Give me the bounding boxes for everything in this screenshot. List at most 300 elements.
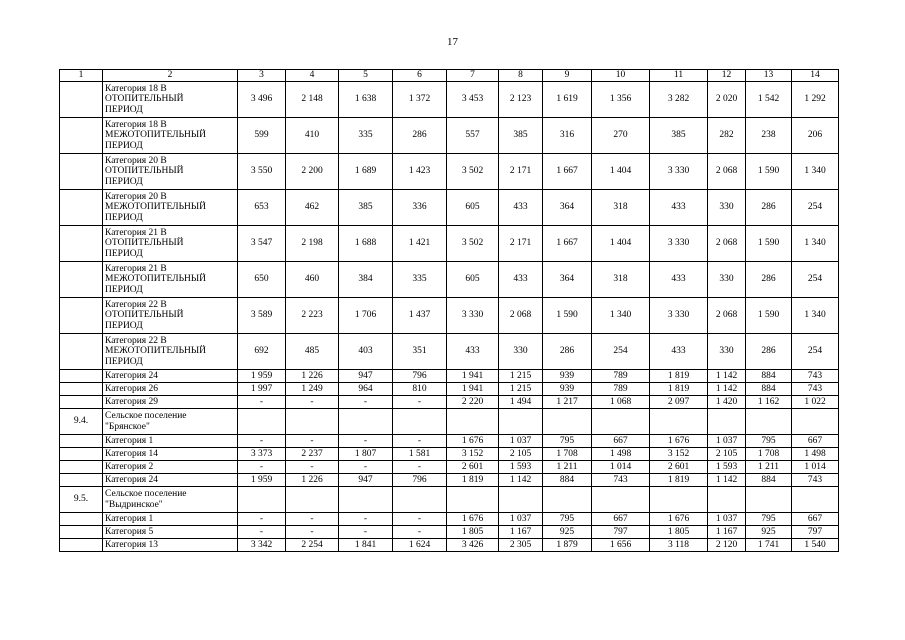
row-name-cell [103, 262, 238, 298]
value-cell: - [339, 513, 393, 526]
value-cell: 403 [339, 334, 393, 370]
value-cell: 653 [238, 190, 286, 226]
value-cell: 1 211 [746, 461, 792, 474]
value-cell: 1 420 [708, 396, 746, 409]
value-cell: 1 819 [650, 474, 708, 487]
value-cell: 1 819 [650, 370, 708, 383]
value-cell [447, 487, 499, 513]
value-cell [543, 409, 592, 435]
value-cell: 1 619 [543, 82, 592, 118]
value-cell: 1 498 [592, 448, 650, 461]
value-cell: 939 [543, 370, 592, 383]
value-cell [238, 409, 286, 435]
value-cell: 1 819 [447, 474, 499, 487]
value-cell: 2 120 [708, 539, 746, 552]
value-cell: 254 [792, 262, 839, 298]
row-number [60, 118, 103, 154]
value-cell [393, 487, 447, 513]
value-cell: 667 [792, 435, 839, 448]
value-cell: 3 589 [238, 298, 286, 334]
page-number: 17 [447, 36, 458, 48]
table-row [60, 487, 839, 513]
value-cell: 316 [543, 118, 592, 154]
value-cell: 1 708 [746, 448, 792, 461]
column-header-11: 11 [650, 70, 708, 82]
value-cell: 433 [650, 262, 708, 298]
value-cell: 939 [543, 383, 592, 396]
value-cell: 1 706 [339, 298, 393, 334]
value-cell: 667 [792, 513, 839, 526]
column-header-4: 4 [286, 70, 339, 82]
table-row [60, 118, 839, 154]
table-row [60, 226, 839, 262]
value-cell: 1 372 [393, 82, 447, 118]
value-cell: 1 498 [792, 448, 839, 461]
value-cell [746, 409, 792, 435]
value-cell: 433 [499, 190, 543, 226]
row-name: Категория 1 [105, 513, 154, 524]
value-cell: 1 540 [792, 539, 839, 552]
row-number [60, 334, 103, 370]
value-cell [499, 409, 543, 435]
value-cell: 557 [447, 118, 499, 154]
column-header-9: 9 [543, 70, 592, 82]
value-cell: 1 959 [238, 370, 286, 383]
row-name-cell [103, 383, 238, 396]
value-cell: - [339, 526, 393, 539]
value-cell: 743 [792, 474, 839, 487]
row-name-cell [103, 154, 238, 190]
value-cell: 1 167 [708, 526, 746, 539]
row-name: Категория 18 В МЕЖОТОПИТЕЛЬНЫЙ ПЕРИОД [105, 119, 207, 151]
value-cell: 3 152 [650, 448, 708, 461]
row-name-cell [103, 461, 238, 474]
column-header-2: 2 [103, 70, 238, 82]
value-cell: 286 [393, 118, 447, 154]
value-cell: 2 601 [650, 461, 708, 474]
value-cell: 410 [286, 118, 339, 154]
value-cell: 925 [543, 526, 592, 539]
value-cell: - [339, 461, 393, 474]
value-cell: 947 [339, 474, 393, 487]
row-number [60, 513, 103, 526]
column-header-8: 8 [499, 70, 543, 82]
column-header-5: 5 [339, 70, 393, 82]
row-name: Категория 21 В МЕЖОТОПИТЕЛЬНЫЙ ПЕРИОД [105, 263, 207, 295]
row-name-cell [103, 82, 238, 118]
value-cell: 1 437 [393, 298, 447, 334]
value-cell: 336 [393, 190, 447, 226]
value-cell: 2 223 [286, 298, 339, 334]
value-cell [792, 409, 839, 435]
value-cell: 884 [746, 474, 792, 487]
table-row [60, 370, 839, 383]
value-cell: 330 [708, 334, 746, 370]
value-cell: - [286, 461, 339, 474]
value-cell: 1 590 [543, 298, 592, 334]
value-cell: 286 [746, 334, 792, 370]
row-name-cell [103, 396, 238, 409]
value-cell [286, 409, 339, 435]
value-cell: - [286, 526, 339, 539]
value-cell: 3 330 [650, 154, 708, 190]
value-cell [286, 487, 339, 513]
value-cell: 385 [650, 118, 708, 154]
value-cell: 2 068 [499, 298, 543, 334]
value-cell: 1 638 [339, 82, 393, 118]
value-cell: 254 [792, 334, 839, 370]
value-cell: 1 667 [543, 226, 592, 262]
value-cell: 1 340 [592, 298, 650, 334]
value-cell: 364 [543, 262, 592, 298]
value-cell: 485 [286, 334, 339, 370]
value-cell: 884 [746, 383, 792, 396]
value-cell: 318 [592, 190, 650, 226]
value-cell: 1 340 [792, 154, 839, 190]
column-header-13: 13 [746, 70, 792, 82]
row-name: Сельское поселение "Выдринское" [105, 488, 187, 510]
value-cell: 3 118 [650, 539, 708, 552]
row-name: Категория 5 [105, 526, 154, 537]
table-row [60, 448, 839, 461]
value-cell: 270 [592, 118, 650, 154]
value-cell: 795 [746, 513, 792, 526]
value-cell: - [286, 513, 339, 526]
value-cell: - [393, 461, 447, 474]
row-name-cell [103, 370, 238, 383]
value-cell: - [238, 461, 286, 474]
value-cell: 3 496 [238, 82, 286, 118]
value-cell: 789 [592, 383, 650, 396]
value-cell: 796 [393, 370, 447, 383]
value-cell: 1 356 [592, 82, 650, 118]
value-cell: 1 494 [499, 396, 543, 409]
value-cell: 433 [650, 334, 708, 370]
row-name-cell [103, 298, 238, 334]
value-cell: 1 593 [708, 461, 746, 474]
value-cell: 2 220 [447, 396, 499, 409]
row-number [60, 396, 103, 409]
value-cell: 599 [238, 118, 286, 154]
value-cell: 238 [746, 118, 792, 154]
value-cell: 2 020 [708, 82, 746, 118]
value-cell: - [286, 435, 339, 448]
row-name-cell [103, 334, 238, 370]
value-cell: 1 590 [746, 154, 792, 190]
row-name: Категория 14 [105, 448, 159, 459]
value-cell: 1 404 [592, 226, 650, 262]
row-name-cell [103, 226, 238, 262]
value-cell: 1 022 [792, 396, 839, 409]
value-cell: 2 068 [708, 226, 746, 262]
value-cell: 650 [238, 262, 286, 298]
value-cell: 2 198 [286, 226, 339, 262]
value-cell: 743 [792, 383, 839, 396]
value-cell: 1 014 [792, 461, 839, 474]
row-name: Категория 24 [105, 474, 159, 485]
row-name: Категория 13 [105, 539, 159, 550]
value-cell: 3 282 [650, 82, 708, 118]
row-number: 9.5. [60, 487, 103, 513]
value-cell: 433 [499, 262, 543, 298]
row-name: Категория 18 В ОТОПИТЕЛЬНЫЙ ПЕРИОД [105, 83, 184, 115]
value-cell: 1 590 [746, 298, 792, 334]
table-row [60, 526, 839, 539]
value-cell: 1 211 [543, 461, 592, 474]
row-number [60, 474, 103, 487]
row-name-cell [103, 513, 238, 526]
value-cell: 1 689 [339, 154, 393, 190]
value-cell: 282 [708, 118, 746, 154]
column-header-10: 10 [592, 70, 650, 82]
row-name-cell [103, 190, 238, 226]
value-cell: 1 590 [746, 226, 792, 262]
row-name-cell [103, 409, 238, 435]
value-cell: 384 [339, 262, 393, 298]
row-name-cell [103, 435, 238, 448]
table-header-row [60, 70, 839, 82]
table-row [60, 262, 839, 298]
value-cell: 1 581 [393, 448, 447, 461]
row-name-cell [103, 448, 238, 461]
table-row [60, 154, 839, 190]
value-cell: 795 [543, 435, 592, 448]
value-cell: 795 [746, 435, 792, 448]
value-cell: - [339, 435, 393, 448]
value-cell: - [238, 513, 286, 526]
column-header-14: 14 [792, 70, 839, 82]
column-header-1: 1 [60, 70, 103, 82]
value-cell [592, 409, 650, 435]
value-cell: 1 142 [708, 474, 746, 487]
value-cell: 743 [792, 370, 839, 383]
value-cell [339, 409, 393, 435]
value-cell: 1 741 [746, 539, 792, 552]
value-cell: 1 226 [286, 370, 339, 383]
value-cell: - [238, 396, 286, 409]
value-cell: 810 [393, 383, 447, 396]
value-cell: 796 [393, 474, 447, 487]
value-cell: 385 [339, 190, 393, 226]
row-number [60, 190, 103, 226]
table-row [60, 383, 839, 396]
table-row [60, 334, 839, 370]
value-cell: 1 879 [543, 539, 592, 552]
row-number [60, 370, 103, 383]
value-cell: 1 656 [592, 539, 650, 552]
value-cell: 286 [543, 334, 592, 370]
value-cell: 1 959 [238, 474, 286, 487]
value-cell: 1 037 [499, 513, 543, 526]
value-cell: 1 593 [499, 461, 543, 474]
value-cell: 1 819 [650, 383, 708, 396]
row-name: Категория 26 [105, 383, 159, 394]
value-cell: 795 [543, 513, 592, 526]
value-cell: 692 [238, 334, 286, 370]
value-cell: 254 [792, 190, 839, 226]
value-cell: 254 [592, 334, 650, 370]
value-cell [592, 487, 650, 513]
value-cell: 3 330 [447, 298, 499, 334]
value-cell: 1 667 [543, 154, 592, 190]
value-cell [650, 487, 708, 513]
value-cell: 1 676 [447, 513, 499, 526]
row-name-cell [103, 487, 238, 513]
row-name: Категория 20 В ОТОПИТЕЛЬНЫЙ ПЕРИОД [105, 155, 184, 187]
value-cell: 460 [286, 262, 339, 298]
value-cell: 335 [339, 118, 393, 154]
value-cell: 1 037 [499, 435, 543, 448]
row-number [60, 383, 103, 396]
value-cell [393, 409, 447, 435]
row-number [60, 435, 103, 448]
value-cell: 3 152 [447, 448, 499, 461]
value-cell: 433 [447, 334, 499, 370]
row-number [60, 82, 103, 118]
row-name: Сельское поселение "Брянское" [105, 410, 187, 432]
value-cell: 1 676 [650, 513, 708, 526]
value-cell: 1 292 [792, 82, 839, 118]
row-number [60, 226, 103, 262]
value-cell: 1 423 [393, 154, 447, 190]
value-cell: 2 171 [499, 154, 543, 190]
value-cell: 3 373 [238, 448, 286, 461]
value-cell: - [286, 396, 339, 409]
table-row [60, 539, 839, 552]
column-header-3: 3 [238, 70, 286, 82]
value-cell: 964 [339, 383, 393, 396]
value-cell: 1 941 [447, 370, 499, 383]
row-number [60, 448, 103, 461]
row-number [60, 298, 103, 334]
value-cell: - [238, 435, 286, 448]
value-cell: 1 142 [708, 383, 746, 396]
value-cell: 1 688 [339, 226, 393, 262]
row-number [60, 262, 103, 298]
value-cell: 3 547 [238, 226, 286, 262]
value-cell: 1 215 [499, 383, 543, 396]
value-cell: 2 237 [286, 448, 339, 461]
value-cell: 3 502 [447, 226, 499, 262]
column-header-6: 6 [393, 70, 447, 82]
value-cell: 1 841 [339, 539, 393, 552]
row-name: Категория 20 В МЕЖОТОПИТЕЛЬНЫЙ ПЕРИОД [105, 191, 207, 223]
tariff-table [59, 69, 839, 552]
value-cell: 351 [393, 334, 447, 370]
value-cell [650, 409, 708, 435]
value-cell: 667 [592, 435, 650, 448]
value-cell: 335 [393, 262, 447, 298]
value-cell: - [393, 513, 447, 526]
row-number [60, 154, 103, 190]
value-cell: - [339, 396, 393, 409]
value-cell: 1 805 [447, 526, 499, 539]
value-cell [746, 487, 792, 513]
value-cell: 3 502 [447, 154, 499, 190]
value-cell: 3 453 [447, 82, 499, 118]
value-cell [792, 487, 839, 513]
value-cell: 3 426 [447, 539, 499, 552]
row-name: Категория 21 В ОТОПИТЕЛЬНЫЙ ПЕРИОД [105, 227, 184, 259]
value-cell: 330 [708, 262, 746, 298]
row-name: Категория 24 [105, 370, 159, 381]
value-cell: 330 [708, 190, 746, 226]
value-cell: 1 014 [592, 461, 650, 474]
value-cell [339, 487, 393, 513]
value-cell: 286 [746, 262, 792, 298]
value-cell: - [393, 526, 447, 539]
row-name-cell [103, 539, 238, 552]
value-cell: 1 997 [238, 383, 286, 396]
table-row [60, 409, 839, 435]
value-cell: 2 200 [286, 154, 339, 190]
row-name: Категория 29 [105, 396, 159, 407]
value-cell: 925 [746, 526, 792, 539]
value-cell: 1 807 [339, 448, 393, 461]
table-row [60, 190, 839, 226]
value-cell: 330 [499, 334, 543, 370]
value-cell: 947 [339, 370, 393, 383]
value-cell: 2 305 [499, 539, 543, 552]
value-cell: 743 [592, 474, 650, 487]
value-cell: 1 037 [708, 513, 746, 526]
value-cell: 1 142 [499, 474, 543, 487]
value-cell: - [238, 526, 286, 539]
table-row [60, 396, 839, 409]
value-cell: 3 550 [238, 154, 286, 190]
value-cell [238, 487, 286, 513]
value-cell: 286 [746, 190, 792, 226]
value-cell: 364 [543, 190, 592, 226]
value-cell: 1 142 [708, 370, 746, 383]
value-cell: 605 [447, 262, 499, 298]
value-cell: 1 941 [447, 383, 499, 396]
column-header-7: 7 [447, 70, 499, 82]
value-cell: 2 097 [650, 396, 708, 409]
value-cell [543, 487, 592, 513]
value-cell: 2 068 [708, 298, 746, 334]
table-row [60, 82, 839, 118]
value-cell: 1 249 [286, 383, 339, 396]
value-cell: 797 [792, 526, 839, 539]
value-cell: 789 [592, 370, 650, 383]
row-name: Категория 22 В ОТОПИТЕЛЬНЫЙ ПЕРИОД [105, 299, 184, 331]
value-cell: 1 676 [650, 435, 708, 448]
value-cell: 2 123 [499, 82, 543, 118]
column-header-12: 12 [708, 70, 746, 82]
value-cell: 1 217 [543, 396, 592, 409]
row-name-cell [103, 526, 238, 539]
row-number [60, 461, 103, 474]
value-cell: 605 [447, 190, 499, 226]
row-name-cell [103, 118, 238, 154]
table-row [60, 298, 839, 334]
table-row [60, 474, 839, 487]
value-cell [447, 409, 499, 435]
value-cell: 433 [650, 190, 708, 226]
value-cell: 385 [499, 118, 543, 154]
value-cell: - [393, 396, 447, 409]
row-number [60, 526, 103, 539]
table-row [60, 513, 839, 526]
table-row [60, 461, 839, 474]
value-cell: 1 037 [708, 435, 746, 448]
value-cell: 1 805 [650, 526, 708, 539]
table-body [60, 70, 839, 552]
value-cell [708, 487, 746, 513]
value-cell: 2 254 [286, 539, 339, 552]
value-cell: 1 167 [499, 526, 543, 539]
